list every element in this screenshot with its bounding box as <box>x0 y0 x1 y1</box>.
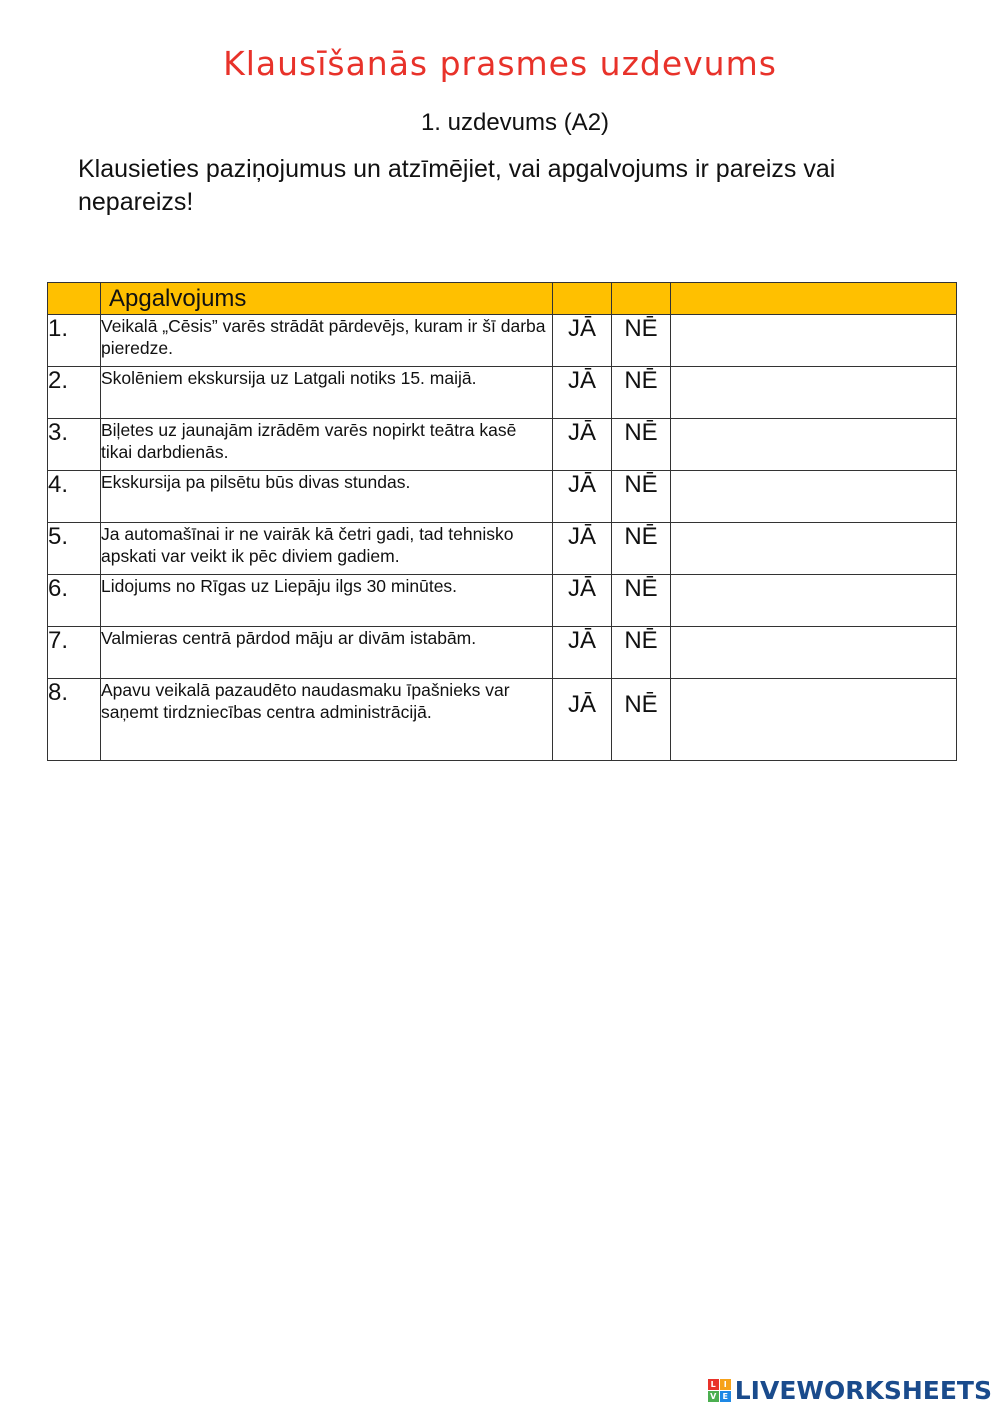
yes-choice[interactable]: JĀ <box>553 679 612 761</box>
header-statement-label: Apgalvojums <box>101 283 553 315</box>
page-title: Klausīšanās prasmes uzdevums <box>223 44 777 83</box>
statement-text: Biļetes uz jaunajām izrādēm varēs nopirkt teātra kasē tikai darbdienās. <box>101 419 553 471</box>
answer-cell[interactable] <box>671 523 957 575</box>
row-number: 6. <box>48 575 101 627</box>
instructions-text: Klausieties paziņojumus un atzīmējiet, vai apgalvojums ir pareizs vai nepareizs! <box>78 155 836 216</box>
liveworksheets-logo <box>708 1376 992 1405</box>
answer-cell[interactable] <box>671 367 957 419</box>
table-row <box>48 523 957 575</box>
row-number: 7. <box>48 627 101 679</box>
statement-text: Valmieras centrā pārdod māju ar divām istabām. <box>101 627 553 679</box>
yes-choice[interactable]: JĀ <box>553 523 612 575</box>
statement-text: Apavu veikalā pazaudēto naudasmaku īpašnieks var saņemt tirdzniecības centra administrācijā. <box>101 679 553 761</box>
no-choice[interactable]: NĒ <box>612 575 671 627</box>
statement-text: Ekskursija pa pilsētu būs divas stundas. <box>101 471 553 523</box>
statement-text: Lidojums no Rīgas uz Liepāju ilgs 30 minūtes. <box>101 575 553 627</box>
row-number: 3. <box>48 419 101 471</box>
statement-text: Ja automašīnai ir ne vairāk kā četri gadi, tad tehnisko apskati var veikt ik pēc diviem gadiem. <box>101 523 553 575</box>
no-choice[interactable]: NĒ <box>612 523 671 575</box>
header-yes-cell <box>553 283 612 315</box>
answer-cell[interactable] <box>671 575 957 627</box>
table-row <box>48 679 957 761</box>
no-choice[interactable]: NĒ <box>612 419 671 471</box>
yes-choice[interactable]: JĀ <box>553 315 612 367</box>
no-choice[interactable]: NĒ <box>612 627 671 679</box>
yes-choice[interactable]: JĀ <box>553 627 612 679</box>
row-number: 4. <box>48 471 101 523</box>
task-subtitle: 1. uzdevums (A2) <box>420 109 610 136</box>
yes-choice[interactable]: JĀ <box>553 575 612 627</box>
header-answer-cell <box>671 283 957 315</box>
statements-table <box>47 282 957 761</box>
yes-choice[interactable]: JĀ <box>553 419 612 471</box>
yes-choice[interactable]: JĀ <box>553 471 612 523</box>
no-choice[interactable]: NĒ <box>612 367 671 419</box>
logo-text: LIVEWORKSHEETS <box>734 1376 992 1405</box>
no-choice[interactable]: NĒ <box>612 315 671 367</box>
no-choice[interactable]: NĒ <box>612 471 671 523</box>
row-number: 5. <box>48 523 101 575</box>
table-header-row <box>48 283 957 315</box>
table-row <box>48 367 957 419</box>
table-row <box>48 627 957 679</box>
row-number: 8. <box>48 679 101 761</box>
yes-choice[interactable]: JĀ <box>553 367 612 419</box>
row-number: 1. <box>48 315 101 367</box>
table-row <box>48 471 957 523</box>
table-row <box>48 315 957 367</box>
statement-text: Skolēniem ekskursija uz Latgali notiks 15. maijā. <box>101 367 553 419</box>
row-number: 2. <box>48 367 101 419</box>
header-no-cell <box>612 283 671 315</box>
header-num-cell <box>48 283 101 315</box>
table-row <box>48 575 957 627</box>
no-choice[interactable]: NĒ <box>612 679 671 761</box>
logo-icon: L I V E <box>708 1379 731 1402</box>
answer-cell[interactable] <box>671 627 957 679</box>
answer-cell[interactable] <box>671 679 957 761</box>
table-row <box>48 419 957 471</box>
answer-cell[interactable] <box>671 315 957 367</box>
answer-cell[interactable] <box>671 471 957 523</box>
statement-text: Veikalā „Cēsis” varēs strādāt pārdevējs, kuram ir šī darba pieredze. <box>101 315 553 367</box>
answer-cell[interactable] <box>671 419 957 471</box>
